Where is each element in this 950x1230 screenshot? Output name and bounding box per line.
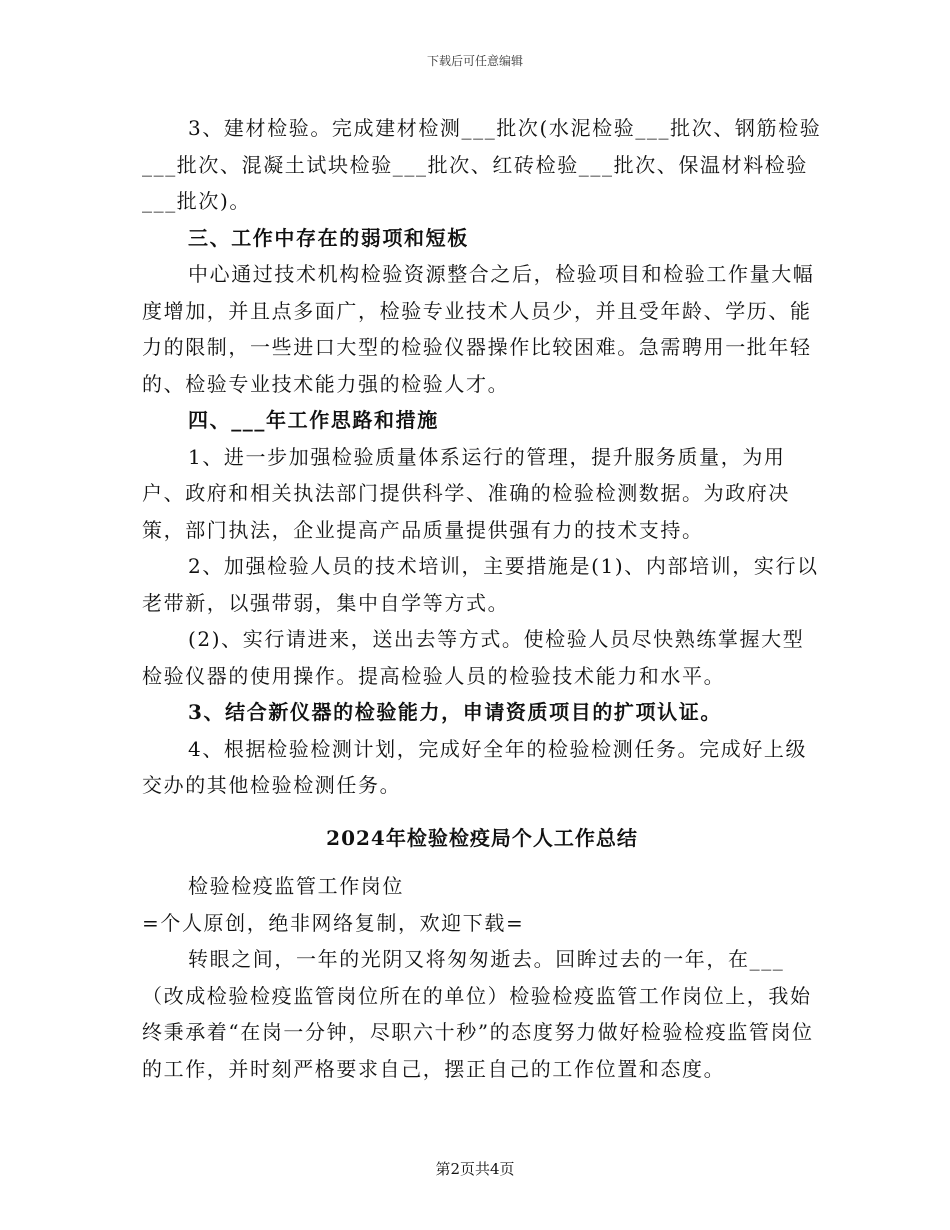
section-heading-plans: 四、___年工作思路和措施 <box>188 408 439 432</box>
paragraph-plan-2-sub: (2)、实行请进来，送出去等方式。使检验人员尽快熟练掌握大型检验仪器的使用操作。提高检验人员的检验技术能力和水平。 <box>142 627 805 688</box>
paragraph-plan-4: 4、根据检验检测计划，完成好全年的检验检测任务。完成好上级交办的其他检验检测任务。 <box>142 736 808 797</box>
document-body <box>142 110 822 1087</box>
paragraph-plan-3: 3、结合新仪器的检验能力，申请资质项目的扩项认证。 <box>188 700 722 724</box>
paragraph-summary-intro: 转眼之间，一年的光阴又将匆匆逝去。回眸过去的一年，在___（改成检验检疫监管岗位所在的单位）检验检疫监管工作岗位上，我始终秉承着“在岗一分钟，尽职六十秒”的态度努力做好检验检疫监管岗位的工作，并时刻严格要求自己，摆正自己的工作位置和态度。 <box>142 947 814 1081</box>
paragraph-plan-1: 1、进一步加强检验质量体系运行的管理，提升服务质量，为用户、政府和相关执法部门提供科学、准确的检验检测数据。为政府决策，部门执法，企业提高产品质量提供强有力的技术支持。 <box>142 444 790 542</box>
header-note: 下载后可任意编辑 <box>426 54 523 68</box>
document-title: 2024年检验检疫局个人工作总结 <box>326 825 638 850</box>
paragraph-weaknesses: 中心通过技术机构检验资源整合之后，检验项目和检验工作量大幅度增加，并且点多面广，检验专业技术人员少，并且受年龄、学历、能力的限制，一些进口大型的检验仪器操作比较困难。急需聘用一批年轻的、检验专业技术能力强的检验人才。 <box>142 262 815 396</box>
section-heading-weaknesses: 三、工作中存在的弱项和短板 <box>188 225 469 250</box>
paragraph-position: 检验检疫监管工作岗位 <box>188 874 404 898</box>
page-number: 第2页共4页 <box>435 1160 515 1178</box>
paragraph-building-materials: 3、建材检验。完成建材检测___批次(水泥检验___批次、钢筋检验___批次、混凝土试块检验___批次、红砖检验___批次、保温材料检验___批次)。 <box>142 116 822 213</box>
paragraph-original-note: =个人原创，绝非网络复制，欢迎下载= <box>142 910 525 935</box>
paragraph-plan-2: 2、加强检验人员的技术培训，主要措施是(1)、内部培训，实行以老带新，以强带弱，集中自学等方式。 <box>142 554 819 615</box>
